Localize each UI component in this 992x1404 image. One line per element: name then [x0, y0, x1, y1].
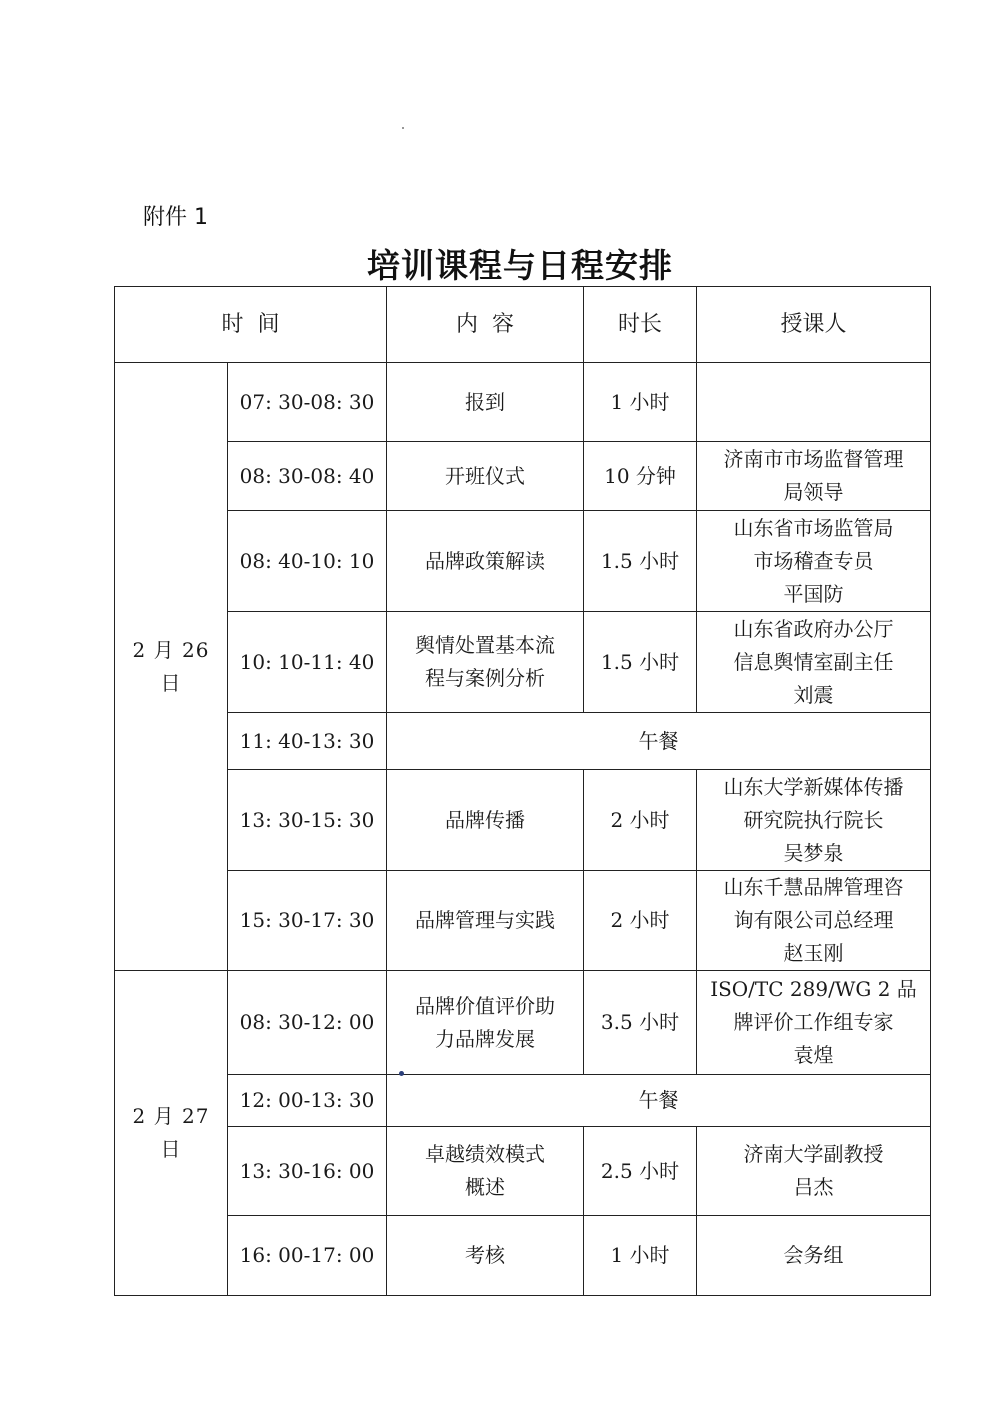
time-cell: 16: 00-17: 00: [228, 1216, 387, 1296]
instructor-line: 吕杰: [793, 1175, 834, 1199]
content-line: 卓越绩效模式: [425, 1142, 545, 1166]
schedule-row: [115, 871, 931, 971]
time-cell: 08: 30-08: 40: [228, 442, 387, 511]
scan-speck: [399, 1071, 404, 1076]
instructor-line: 研究院执行院长: [743, 807, 884, 832]
instructor-line: 市场稽查专员: [753, 548, 874, 573]
time-cell: 11: 40-13: 30: [228, 713, 387, 770]
date-cell: 2 月 26 日: [115, 363, 228, 971]
instructor-line: 山东省政府办公厅: [733, 616, 894, 641]
schedule-row: [115, 1127, 931, 1216]
instructor-line: 济南大学副教授: [743, 1142, 884, 1166]
header-instructor: 授课人: [697, 287, 931, 363]
schedule-row: [115, 511, 931, 612]
content-cell: [387, 1216, 584, 1296]
schedule-table: [114, 286, 931, 1296]
instructor-line: 刘震: [793, 682, 834, 707]
content-cell: [387, 971, 584, 1075]
schedule-row: [115, 612, 931, 713]
scan-speck: [402, 127, 404, 129]
content-cell: [387, 1127, 584, 1216]
header-row: [115, 287, 931, 363]
instructor-line: 赵玉刚: [783, 941, 844, 965]
content-line: 考核: [465, 1243, 505, 1267]
content-line: 开班仪式: [445, 463, 525, 488]
instructor-cell: [697, 363, 931, 442]
content-cell: [387, 770, 584, 871]
lunch-cell: 午餐: [387, 713, 931, 770]
duration-cell: 1.5 小时: [584, 511, 697, 612]
date-cell: 2 月 27 日: [115, 971, 228, 1296]
duration-cell: 1.5 小时: [584, 612, 697, 713]
instructor-cell: [697, 1127, 931, 1216]
instructor-line: 济南市市场监督管理: [723, 447, 904, 471]
schedule-row: [115, 713, 931, 770]
content-cell: [387, 612, 584, 713]
instructor-line: 信息舆情室副主任: [733, 649, 894, 674]
instructor-line: 平国防: [783, 581, 844, 606]
time-cell: 10: 10-11: 40: [228, 612, 387, 713]
content-line: 品牌管理与实践: [415, 908, 555, 932]
schedule-body: [115, 363, 931, 1296]
instructor-cell: [697, 612, 931, 713]
instructor-cell: [697, 1216, 931, 1296]
instructor-line: 袁煌: [793, 1043, 834, 1067]
content-cell: [387, 442, 584, 511]
content-line: 舆情处置基本流: [415, 633, 555, 657]
header-content: 内 容: [387, 287, 584, 363]
instructor-line: 询有限公司总经理: [733, 908, 894, 932]
duration-cell: 10 分钟: [584, 442, 697, 511]
content-line: 品牌政策解读: [425, 548, 545, 573]
attachment-label: 附件 1: [143, 205, 208, 230]
instructor-line: 吴梦泉: [783, 840, 844, 865]
duration-cell: 3.5 小时: [584, 971, 697, 1075]
time-cell: 13: 30-16: 00: [228, 1127, 387, 1216]
schedule-row: [115, 442, 931, 511]
instructor-cell: [697, 770, 931, 871]
duration-cell: 2 小时: [584, 770, 697, 871]
content-cell: [387, 511, 584, 612]
time-cell: 15: 30-17: 30: [228, 871, 387, 971]
header-duration: 时长: [584, 287, 697, 363]
duration-cell: 2 小时: [584, 871, 697, 971]
content-line: 品牌价值评价助: [415, 993, 555, 1018]
instructor-line: 局领导: [783, 480, 844, 504]
time-cell: 08: 30-12: 00: [228, 971, 387, 1075]
instructor-line: 牌评价工作组专家: [733, 1010, 894, 1034]
instructor-cell: [697, 971, 931, 1075]
content-cell: [387, 871, 584, 971]
duration-cell: 1 小时: [584, 363, 697, 442]
instructor-line: 山东省市场监管局: [733, 515, 894, 540]
content-line: 力品牌发展: [435, 1026, 535, 1051]
time-cell: 13: 30-15: 30: [228, 770, 387, 871]
instructor-cell: [697, 511, 931, 612]
lunch-cell: 午餐: [387, 1075, 931, 1127]
instructor-cell: [697, 871, 931, 971]
schedule-row: [115, 363, 931, 442]
time-cell: 07: 30-08: 30: [228, 363, 387, 442]
content-cell: [387, 363, 584, 442]
header-time: 时 间: [115, 287, 387, 363]
schedule-row: [115, 971, 931, 1075]
time-cell: 12: 00-13: 30: [228, 1075, 387, 1127]
schedule-row: [115, 1216, 931, 1296]
duration-cell: 2.5 小时: [584, 1127, 697, 1216]
schedule-row: [115, 1075, 931, 1127]
instructor-line: 山东千慧品牌管理咨: [723, 875, 904, 899]
content-line: 概述: [465, 1175, 505, 1199]
schedule-row: [115, 770, 931, 871]
content-line: 报到: [465, 389, 505, 414]
instructor-line: 山东大学新媒体传播: [723, 774, 904, 799]
document-title: 培训课程与日程安排: [367, 246, 673, 285]
duration-cell: 1 小时: [584, 1216, 697, 1296]
instructor-line: ISO/TC 289/WG 2 品: [710, 977, 917, 1001]
instructor-line: 会务组: [783, 1243, 844, 1267]
instructor-cell: [697, 442, 931, 511]
content-line: 品牌传播: [445, 807, 525, 832]
time-cell: 08: 40-10: 10: [228, 511, 387, 612]
content-line: 程与案例分析: [425, 666, 545, 690]
